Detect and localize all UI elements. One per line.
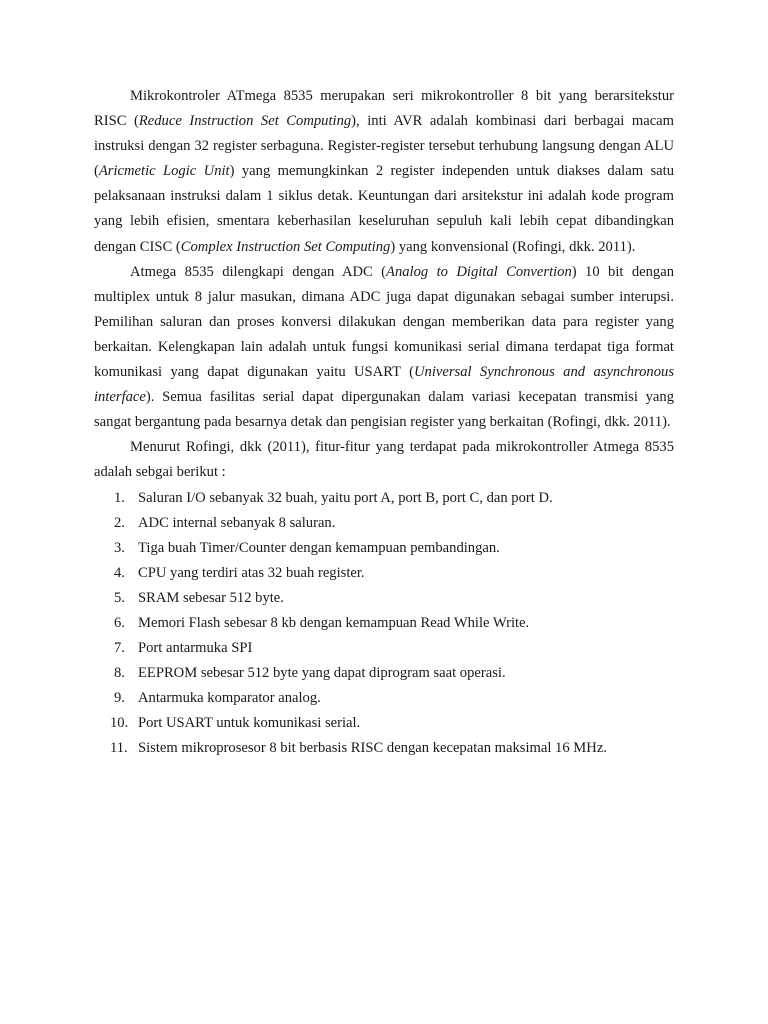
list-number: 3. bbox=[114, 539, 125, 556]
list-item-text: EEPROM sebesar 512 byte yang dapat diprogram saat operasi. bbox=[138, 665, 506, 682]
list-item bbox=[94, 536, 674, 561]
list-item-text: Port antarmuka SPI bbox=[138, 640, 253, 657]
paragraph-adc-serial bbox=[94, 260, 674, 436]
list-item bbox=[94, 736, 674, 761]
list-number: 10. bbox=[110, 715, 129, 732]
list-number: 5. bbox=[114, 589, 125, 606]
list-number: 4. bbox=[114, 564, 125, 581]
paragraph-atmega-overview bbox=[94, 84, 674, 260]
italic-term: Reduce Instruction Set Computing bbox=[138, 113, 352, 130]
text-run: Atmega 8535 dilengkapi dengan ADC ( bbox=[130, 263, 387, 280]
list-item bbox=[94, 511, 674, 536]
text-run: ) yang memungkinkan 2 register independen untuk diakses dalam satu pelaksanaan instruksi dalam 1 siklus detak. Keuntungan dari arsitekstur ini adalah kode program yang lebih efisien, smentara keberhasilan keseluruhan sepuluh kali lebih cepat dibandingkan dengan CISC ( bbox=[94, 163, 674, 255]
list-item bbox=[94, 661, 674, 686]
document-page bbox=[94, 84, 674, 762]
list-item-text: SRAM sebesar 512 byte. bbox=[138, 589, 284, 606]
list-number: 2. bbox=[114, 514, 125, 531]
list-item-text: CPU yang terdiri atas 32 buah register. bbox=[138, 564, 365, 581]
list-item-text: Memori Flash sebesar 8 kb dengan kemampuan Read While Write. bbox=[138, 614, 530, 631]
list-item bbox=[94, 486, 674, 511]
list-number: 1. bbox=[114, 489, 125, 506]
italic-term: Complex Instruction Set Computing bbox=[180, 238, 391, 255]
list-number: 11. bbox=[110, 740, 128, 757]
italic-term: Universal Synchronous and asynchronous interface bbox=[94, 364, 674, 406]
text-run: ). Semua fasilitas serial dapat dipergunakan dalam variasi kecepatan transmisi yang sangat bergantung pada besarnya detak dan pengisian register yang berkaitan (Rofingi, dkk. 2011). bbox=[94, 389, 674, 431]
paragraph-features-intro: Menurut Rofingi, dkk (2011), fitur-fitur yang terdapat pada mikrokontroller Atmega 8535 adalah sebgai berikut : bbox=[94, 439, 674, 481]
list-number: 8. bbox=[114, 665, 125, 682]
list-item bbox=[94, 686, 674, 711]
italic-term: Analog to Digital Convertion bbox=[386, 263, 572, 280]
list-number: 7. bbox=[114, 640, 125, 657]
list-item-text: Saluran I/O sebanyak 32 buah, yaitu port A, port B, port C, dan port D. bbox=[138, 489, 553, 506]
list-item bbox=[94, 636, 674, 661]
text-run: Mikrokontroler ATmega 8535 merupakan seri mikrokontroller 8 bit yang berarsitekstur RISC ( bbox=[94, 88, 674, 130]
list-item bbox=[94, 561, 674, 586]
list-item-text: ADC internal sebanyak 8 saluran. bbox=[138, 514, 336, 531]
list-number: 9. bbox=[114, 690, 125, 707]
list-item-text: Tiga buah Timer/Counter dengan kemampuan pembandingan. bbox=[138, 539, 500, 556]
list-number: 6. bbox=[114, 614, 125, 631]
features-list bbox=[94, 486, 674, 762]
list-item-text: Sistem mikroprosesor 8 bit berbasis RISC dengan kecepatan maksimal 16 MHz. bbox=[138, 740, 607, 757]
italic-term: Aricmetic Logic Unit bbox=[98, 163, 230, 180]
list-item-text: Antarmuka komparator analog. bbox=[138, 690, 321, 707]
list-item bbox=[94, 711, 674, 736]
list-item bbox=[94, 586, 674, 611]
text-run: ) 10 bit dengan multiplex untuk 8 jalur masukan, dimana ADC juga dapat digunakan sebagai sumber interupsi. Pemilihan saluran dan proses konversi dilakukan dengan memberikan data para register yang berkaitan. Kelengkapan lain adalah untuk fungsi komunikasi serial dimana terdapat tiga format komunikasi yang dapat digunakan yaitu USART ( bbox=[94, 263, 674, 381]
list-item-text: Port USART untuk komunikasi serial. bbox=[138, 715, 361, 732]
text-run: ) yang konvensional (Rofingi, dkk. 2011). bbox=[390, 238, 636, 255]
text-run: ), inti AVR adalah kombinasi dari berbagai macam instruksi dengan 32 register serbaguna. Register-register tersebut terhubung langsung dengan ALU ( bbox=[94, 113, 674, 180]
list-item bbox=[94, 611, 674, 636]
